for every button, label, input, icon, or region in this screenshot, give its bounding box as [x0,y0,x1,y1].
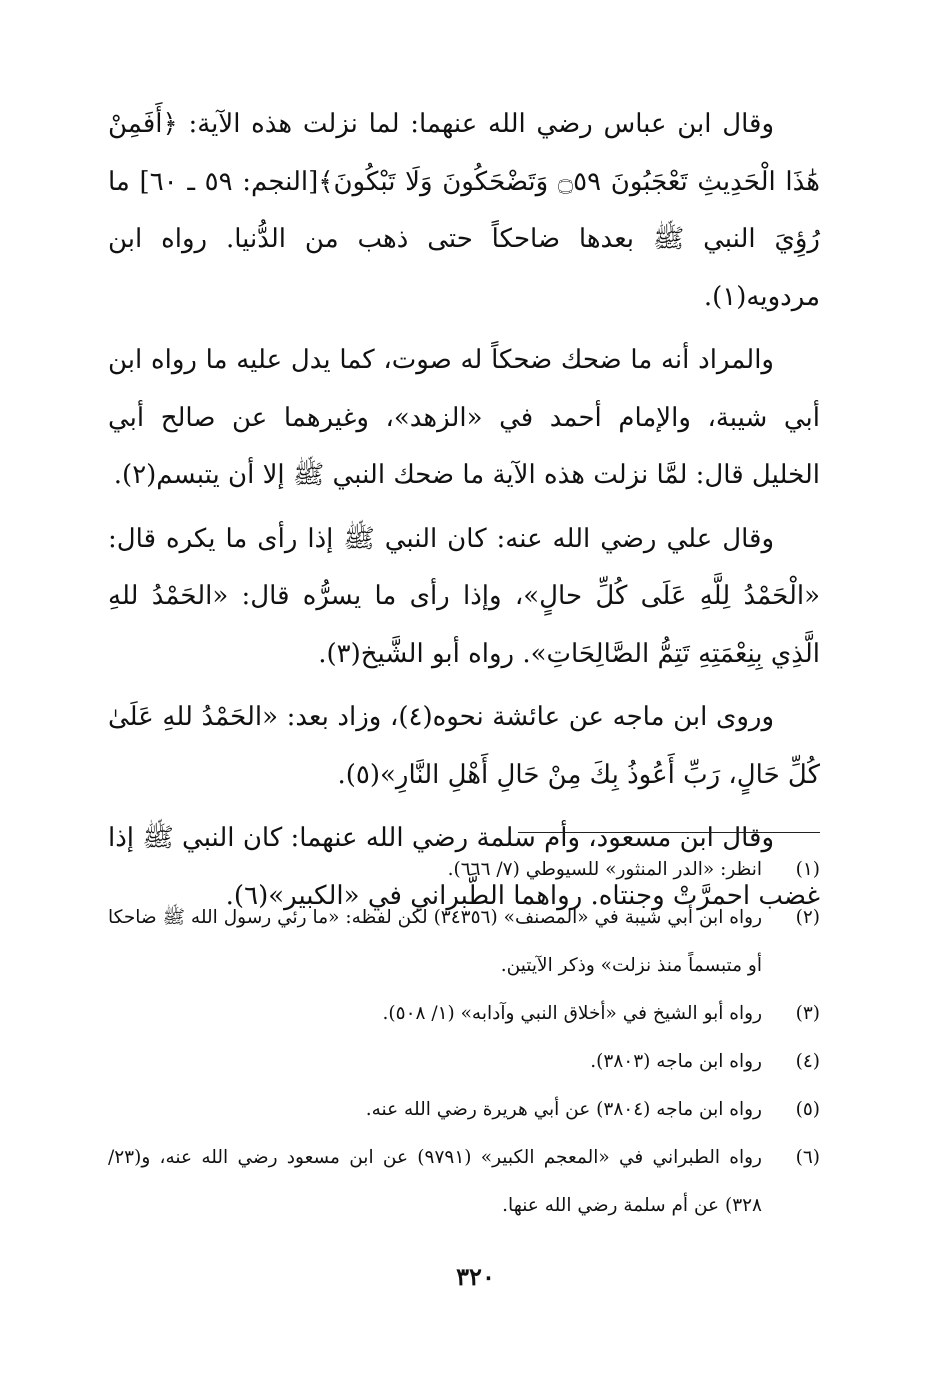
footnote-number: (٤) [795,1051,820,1072]
footnote-number: (٢) [795,907,820,928]
paragraph: وقال ابن عباس رضي الله عنهما: لما نزلت هذه الآية: ﴿أَفَمِنْ هَٰذَا الْحَدِيثِ تَعْجَبُونَ ۝٥٩ وَتَضْحَكُونَ وَلَا تَبْكُونَ﴾[النجم: ٥٩ ـ ٦٠] ما رُؤِيَ النبي ﷺ بعدها ضاحكاً حتى ذهب من الدُّنيا. رواه ابن مردويه(١). [108,109,820,312]
footnote [108,1134,820,1230]
footnote-text: انظر: «الدر المنثور» للسيوطي (٧/ ٦٦٦). [447,859,762,880]
footnote [108,846,820,894]
paragraph: وروى ابن ماجه عن عائشة نحوه(٤)، وزاد بعد: «الحَمْدُ للهِ عَلَىٰ كُلِّ حَالٍ، رَبِّ أَعُوذُ بِكَ مِنْ حَالِ أَهْلِ النَّارِ»(٥). [108,702,820,790]
footnote-text: رواه ابن ماجه (٣٨٠٣). [590,1051,762,1072]
footnote-text: رواه ابن أبي شيبة في «المصنف» (٣٤٣٥٦) لكن لفظه: «ما رئي رسول الله ﷺ ضاحكا أو متبسماً منذ نزلت» وذكر الآيتين. [108,907,763,976]
paragraph: وقال ابن مسعود، وأم سلمة رضي الله عنهما: كان النبي ﷺ إذا غضب احمرَّتْ وجنتاه. رواهما الطَّبراني في «الكبير»(٦). [108,823,820,911]
footnote-number: (٦) [795,1147,820,1168]
footnote-text: رواه ابن ماجه (٣٨٠٤) عن أبي هريرة رضي الله عنه. [365,1099,762,1120]
footnote [108,990,820,1038]
footnote-text: رواه أبو الشيخ في «أخلاق النبي وآدابه» (١/ ٥٠٨). [382,1003,762,1024]
footnote [108,894,820,990]
main-text [108,96,820,925]
footnote-separator [518,832,820,833]
footnote [108,1086,820,1134]
footnote [108,1038,820,1086]
footnote-text: رواه الطبراني في «المعجم الكبير» (٩٧٩١) عن ابن مسعود رضي الله عنه، و(٢٣/ ٣٢٨) عن أم سلمة رضي الله عنها. [108,1147,762,1216]
footnotes [108,846,820,1230]
footnote-number: (١) [795,859,820,880]
footnote-number: (٥) [795,1099,820,1120]
footnote-number: (٣) [795,1003,820,1024]
page-number: ٣٢٠ [456,1262,495,1291]
paragraph: والمراد أنه ما ضحك ضحكاً له صوت، كما يدل عليه ما رواه ابن أبي شيبة، والإمام أحمد في «الزهد»، وغيرهما عن صالح أبي الخليل قال: لمَّا نزلت هذه الآية ما ضحك النبي ﷺ إلا أن يتبسم(٢). [108,345,820,490]
paragraph: وقال علي رضي الله عنه: كان النبي ﷺ إذا رأى ما يكره قال: «الْحَمْدُ لِلَّهِ عَلَى كُلِّ حالٍ»، وإذا رأى ما يسرُّه قال: «الحَمْدُ للهِ الَّذِي بِنِعْمَتِهِ تَتِمُّ الصَّالِحَاتِ». رواه أبو الشَّيخ(٣). [108,523,820,669]
